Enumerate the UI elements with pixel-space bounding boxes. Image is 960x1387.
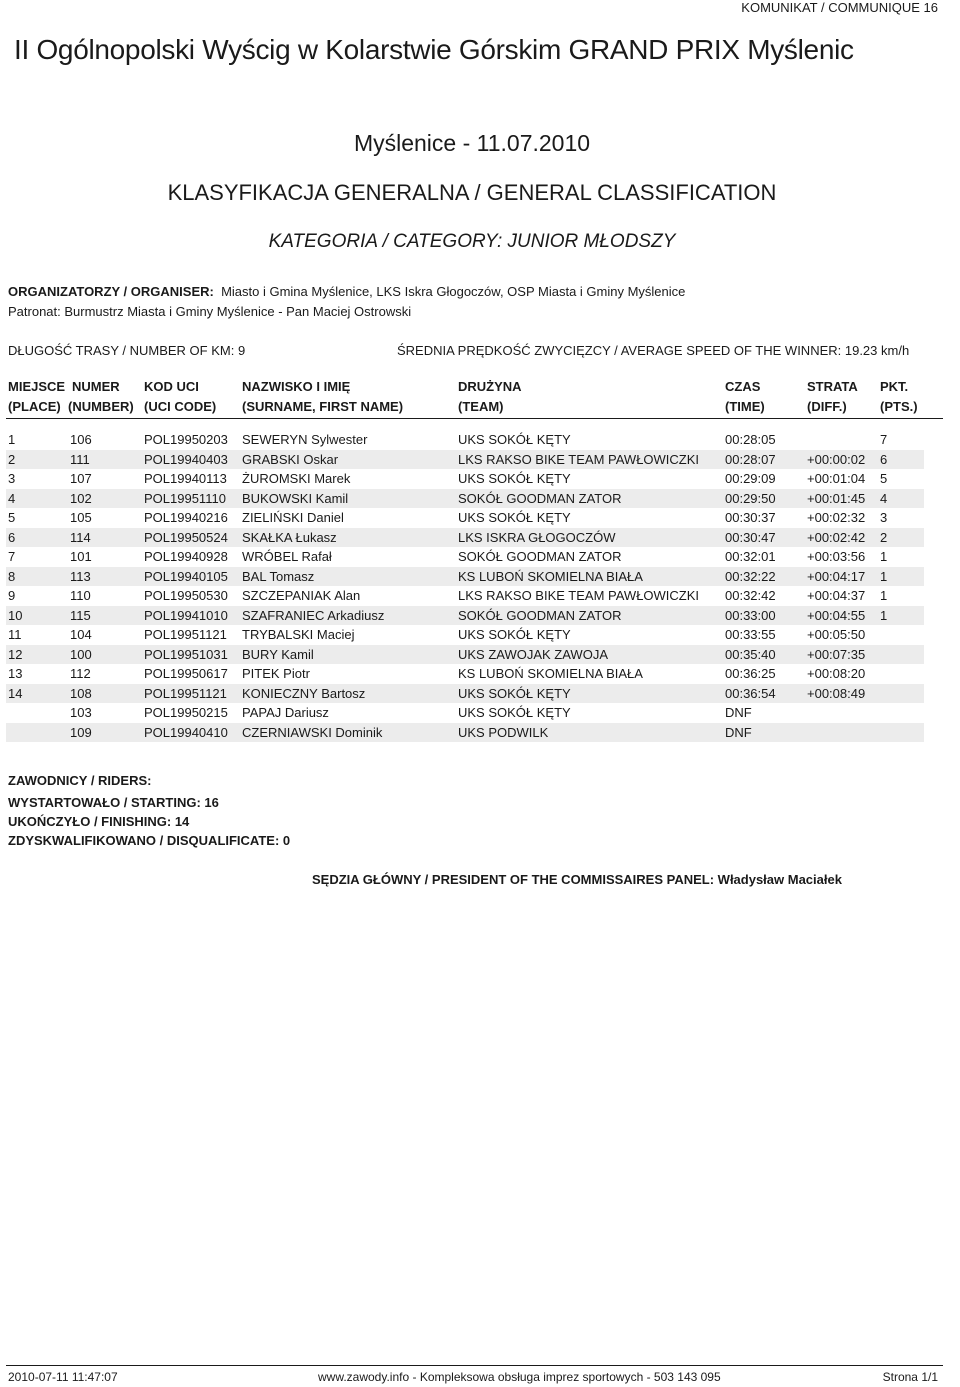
- points-cell: 1: [880, 588, 888, 603]
- rider-name-cell: BURY Kamil: [242, 646, 314, 662]
- finishing-count: UKOŃCZYŁO / FINISHING: 14: [8, 814, 190, 829]
- number-cell: 110: [70, 588, 91, 603]
- team-cell: LKS RAKSO BIKE TEAM PAWŁOWICZKI: [458, 451, 700, 467]
- number-cell: 108: [70, 685, 92, 701]
- place-cell: 1: [8, 432, 16, 447]
- classification-title: KLASYFIKACJA GENERALNA / GENERAL CLASSIFICATION: [167, 180, 777, 205]
- table-row: [6, 625, 924, 645]
- time-cell: 00:32:22: [725, 568, 776, 584]
- time-cell: 00:36:54: [725, 685, 776, 701]
- place-date: Myślenice - 11.07.2010: [353, 130, 591, 156]
- team-cell: UKS SOKÓŁ KĘTY: [458, 685, 571, 701]
- number-cell: 109: [70, 724, 92, 740]
- points-cell: 6: [880, 451, 888, 467]
- col-header-diff-pl: STRATA: [807, 379, 858, 394]
- number-cell: 102: [70, 490, 92, 506]
- patron-line: Patronat: Burmustrz Miasta i Gminy Myślenice - Pan Maciej Ostrowski: [8, 304, 412, 319]
- col-header-diff: [807, 377, 858, 417]
- diff-cell: +00:05:50: [807, 627, 866, 642]
- rider-name-cell: PITEK Piotr: [242, 666, 310, 681]
- route-length: DŁUGOŚĆ TRASY / NUMBER OF KM: 9: [8, 343, 246, 358]
- time-cell: 00:30:47: [725, 529, 776, 545]
- starting-count: WYSTARTOWAŁO / STARTING: 16: [8, 795, 219, 810]
- col-header-uci-en: (UCI CODE): [144, 399, 217, 414]
- diff-cell: +00:08:49: [807, 685, 866, 701]
- col-header-team-en: (TEAM): [458, 399, 504, 414]
- place-cell: 12: [8, 646, 23, 662]
- uci-code-cell: POL19940216: [144, 510, 228, 525]
- number-cell: 113: [70, 568, 91, 584]
- col-header-number-en: (NUMBER): [68, 399, 134, 414]
- header-divider: [6, 418, 943, 419]
- team-cell: SOKÓŁ GOODMAN ZATOR: [458, 549, 622, 564]
- category-title: KATEGORIA / CATEGORY: JUNIOR MŁODSZY: [268, 231, 676, 252]
- team-cell: SOKÓŁ GOODMAN ZATOR: [458, 607, 622, 623]
- table-row: [6, 508, 924, 528]
- diff-cell: +00:07:35: [807, 646, 866, 662]
- time-cell: 00:33:00: [725, 607, 776, 623]
- time-cell: 00:32:42: [725, 588, 776, 603]
- col-header-place: [8, 377, 65, 417]
- diff-cell: +00:03:56: [807, 549, 866, 564]
- team-cell: UKS SOKÓŁ KĘTY: [458, 471, 571, 486]
- col-header-number: [68, 377, 134, 417]
- place-cell: 2: [8, 451, 16, 467]
- col-header-uci-pl: KOD UCI: [144, 379, 199, 394]
- uci-code-cell: POL19951121: [144, 685, 227, 701]
- uci-code-cell: POL19940105: [144, 568, 228, 584]
- place-cell: 6: [8, 529, 16, 545]
- place-cell: 3: [8, 471, 16, 486]
- uci-code-cell: POL19950530: [144, 588, 228, 603]
- uci-code-cell: POL19951121: [144, 627, 227, 642]
- uci-code-cell: POL19951031: [144, 646, 228, 662]
- footer-page: Strona 1/1: [882, 1370, 938, 1384]
- col-header-time-en: (TIME): [725, 399, 765, 414]
- table-row: [6, 703, 924, 723]
- points-cell: 3: [880, 510, 888, 525]
- col-header-team: [458, 377, 522, 417]
- diff-cell: +00:01:04: [807, 471, 866, 486]
- rider-name-cell: ŻUROMSKI Marek: [242, 471, 351, 486]
- organiser-value: Miasto i Gmina Myślenice, LKS Iskra Głogoczów, OSP Miasta i Gminy Myślenice: [221, 284, 686, 299]
- col-header-place-pl: MIEJSCE: [8, 379, 66, 394]
- number-cell: 103: [70, 705, 92, 720]
- uci-code-cell: POL19950203: [144, 432, 228, 447]
- number-cell: 111: [70, 451, 90, 467]
- diff-cell: +00:02:42: [807, 529, 866, 545]
- table-row: [6, 567, 924, 587]
- col-header-name: [242, 377, 403, 417]
- team-cell: UKS ZAWOJAK ZAWOJA: [458, 646, 608, 662]
- uci-code-cell: POL19951110: [144, 490, 226, 506]
- table-row: [6, 489, 924, 509]
- time-cell: 00:35:40: [725, 646, 776, 662]
- page-title: II Ogólnopolski Wyścig w Kolarstwie Górskim GRAND PRIX Myślenic: [14, 34, 854, 65]
- rider-name-cell: WRÓBEL Rafał: [242, 549, 332, 564]
- results-table: [6, 430, 924, 742]
- table-row: [6, 430, 924, 450]
- disqualified-count: ZDYSKWALIFIKOWANO / DISQUALIFICATE: 0: [8, 833, 291, 848]
- rider-name-cell: TRYBALSKI Maciej: [242, 627, 355, 642]
- time-cell: 00:29:09: [725, 471, 776, 486]
- time-cell: 00:28:05: [725, 432, 776, 447]
- col-header-uci: [144, 377, 216, 417]
- number-cell: 112: [70, 666, 91, 681]
- rider-name-cell: SEWERYN Sylwester: [242, 432, 368, 447]
- team-cell: SOKÓŁ GOODMAN ZATOR: [458, 490, 622, 506]
- rider-name-cell: CZERNIAWSKI Dominik: [242, 724, 383, 740]
- diff-cell: +00:04:55: [807, 607, 866, 623]
- points-cell: 4: [880, 490, 888, 506]
- rider-name-cell: ZIELIŃSKI Daniel: [242, 510, 344, 525]
- place-cell: 5: [8, 510, 16, 525]
- place-cell: 9: [8, 588, 16, 603]
- time-cell: 00:33:55: [725, 627, 776, 642]
- number-cell: 115: [70, 607, 91, 623]
- footer-site: www.zawody.info - Kompleksowa obsługa imprez sportowych - 503 143 095: [318, 1370, 721, 1384]
- team-cell: LKS ISKRA GŁOGOCZÓW: [458, 529, 616, 545]
- diff-cell: +00:04:17: [807, 568, 866, 584]
- number-cell: 105: [70, 510, 92, 525]
- team-cell: UKS SOKÓŁ KĘTY: [458, 432, 571, 447]
- place-cell: 14: [8, 685, 23, 701]
- table-row: [6, 606, 924, 626]
- diff-cell: +00:04:37: [807, 588, 866, 603]
- place-cell: 13: [8, 666, 23, 681]
- time-cell: 00:30:37: [725, 510, 776, 525]
- col-header-points-en: (PTS.): [880, 399, 918, 414]
- uci-code-cell: POL19940928: [144, 549, 228, 564]
- points-cell: 2: [880, 529, 888, 545]
- table-row: [6, 528, 924, 548]
- rider-name-cell: BUKOWSKI Kamil: [242, 490, 349, 506]
- riders-label: ZAWODNICY / RIDERS:: [8, 773, 152, 788]
- col-header-place-en: (PLACE): [8, 399, 61, 414]
- col-header-team-pl: DRUŻYNA: [458, 379, 522, 394]
- uci-code-cell: POL19940410: [144, 724, 228, 740]
- rider-name-cell: PAPAJ Dariusz: [242, 705, 329, 720]
- rider-name-cell: SKAŁKA Łukasz: [242, 529, 337, 545]
- uci-code-cell: POL19950524: [144, 529, 228, 545]
- time-cell: 00:29:50: [725, 490, 776, 506]
- diff-cell: +00:02:32: [807, 510, 866, 525]
- team-cell: UKS SOKÓŁ KĘTY: [458, 510, 571, 525]
- number-cell: 114: [70, 529, 91, 545]
- number-cell: 107: [70, 471, 92, 486]
- team-cell: KS LUBOŃ SKOMIELNA BIAŁA: [458, 568, 643, 584]
- uci-code-cell: POL19950215: [144, 705, 228, 720]
- table-row: [6, 547, 924, 567]
- time-cell: 00:28:07: [725, 451, 776, 467]
- rider-name-cell: GRABSKI Oskar: [242, 451, 339, 467]
- col-header-diff-en: (DIFF.): [807, 399, 847, 414]
- number-cell: 104: [70, 627, 92, 642]
- footer-timestamp: 2010-07-11 11:47:07: [8, 1370, 118, 1384]
- rider-name-cell: KONIECZNY Bartosz: [242, 685, 366, 701]
- team-cell: UKS SOKÓŁ KĘTY: [458, 705, 571, 720]
- table-row: [6, 664, 924, 684]
- diff-cell: +00:01:45: [807, 490, 866, 506]
- place-cell: 7: [8, 549, 16, 564]
- place-cell: 10: [8, 607, 23, 623]
- table-row: [6, 450, 924, 470]
- table-row: [6, 645, 924, 665]
- time-cell: 00:36:25: [725, 666, 776, 681]
- organiser-label: ORGANIZATORZY / ORGANISER:: [8, 284, 214, 299]
- col-header-points-pl: PKT.: [880, 379, 909, 394]
- table-row: [6, 586, 924, 606]
- table-row: [6, 469, 924, 489]
- team-cell: UKS SOKÓŁ KĘTY: [458, 627, 571, 642]
- communique-number: KOMUNIKAT / COMMUNIQUE 16: [741, 0, 938, 15]
- team-cell: KS LUBOŃ SKOMIELNA BIAŁA: [458, 666, 643, 681]
- col-header-time-pl: CZAS: [725, 379, 761, 394]
- diff-cell: +00:00:02: [807, 451, 866, 467]
- chief-judge: SĘDZIA GŁÓWNY / PRESIDENT OF THE COMMISSAIRES PANEL: Władysław Maciałek: [312, 872, 842, 887]
- time-cell: DNF: [725, 724, 752, 740]
- table-row: [6, 684, 924, 704]
- place-cell: 4: [8, 490, 16, 506]
- col-header-name-en: (SURNAME, FIRST NAME): [242, 399, 404, 414]
- rider-name-cell: BAL Tomasz: [242, 568, 315, 584]
- col-header-number-pl: NUMER: [72, 379, 120, 394]
- diff-cell: +00:08:20: [807, 666, 866, 681]
- uci-code-cell: POL19950617: [144, 666, 228, 681]
- points-cell: 7: [880, 432, 888, 447]
- team-cell: LKS RAKSO BIKE TEAM PAWŁOWICZKI: [458, 588, 700, 603]
- points-cell: 5: [880, 471, 888, 486]
- place-cell: 11: [8, 627, 22, 642]
- col-header-points: [880, 377, 918, 417]
- time-cell: 00:32:01: [725, 549, 776, 564]
- rider-name-cell: SZAFRANIEC Arkadiusz: [242, 607, 385, 623]
- col-header-time: [725, 377, 765, 417]
- number-cell: 106: [70, 432, 92, 447]
- uci-code-cell: POL19940403: [144, 451, 228, 467]
- points-cell: 1: [880, 607, 888, 623]
- number-cell: 101: [70, 549, 92, 564]
- footer-divider: [6, 1365, 943, 1366]
- points-cell: 1: [880, 568, 888, 584]
- table-row: [6, 723, 924, 743]
- average-speed: ŚREDNIA PRĘDKOŚĆ ZWYCIĘZCY / AVERAGE SPEED OF THE WINNER: 19.23 km/h: [397, 343, 910, 358]
- team-cell: UKS PODWILK: [458, 724, 549, 740]
- rider-name-cell: SZCZEPANIAK Alan: [242, 588, 361, 603]
- place-cell: 8: [8, 568, 16, 584]
- uci-code-cell: POL19940113: [144, 471, 227, 486]
- uci-code-cell: POL19941010: [144, 607, 228, 623]
- organiser-line: [8, 284, 685, 299]
- col-header-name-pl: NAZWISKO I IMIĘ: [242, 379, 351, 394]
- number-cell: 100: [70, 646, 92, 662]
- time-cell: DNF: [725, 705, 752, 720]
- points-cell: 1: [880, 549, 888, 564]
